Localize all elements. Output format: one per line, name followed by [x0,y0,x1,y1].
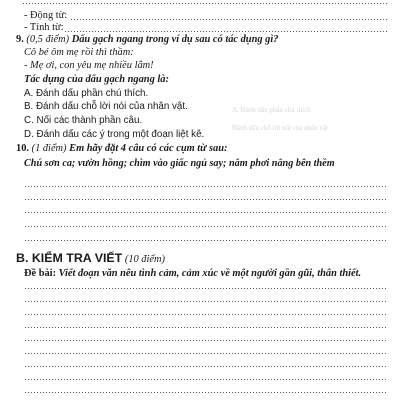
q9-sub-prompt: Tác dụng của dấu gạch ngang là: [24,74,169,85]
q10-points: (1 điểm) [31,143,67,154]
section-b-prompt-label: Đề bài: [24,268,57,279]
answer-line[interactable] [24,199,388,200]
answer-line[interactable] [24,327,388,328]
verb-answer-line[interactable] [70,19,388,20]
answer-line[interactable] [24,212,388,213]
answer-line[interactable] [24,226,388,227]
q9-option-a[interactable]: A. Đánh dấu phần chú thích. [24,88,149,99]
answer-line[interactable] [24,392,388,393]
q9-option-b[interactable]: B. Đánh dấu chỗ lời nói của nhân vật. [24,101,188,112]
answer-line[interactable] [22,3,388,4]
bleed-through-line-2: Đánh dấu chỗ lời nói của nhân vật [232,124,329,132]
q9-example-line-2: - Mẹ ơi, con yêu mẹ nhiều lắm! [24,60,154,71]
q9-option-c[interactable]: C. Nối các thành phần câu. [24,115,143,126]
q9-prompt: Dấu gạch ngang trong ví dụ sau có tác dụng gì? [71,34,279,45]
q10-heading [16,142,396,155]
adj-answer-line[interactable] [64,31,388,32]
q9-points: (0,5 điểm) [26,34,70,45]
section-b-heading [16,251,396,267]
answer-line[interactable] [24,353,388,354]
section-b-title: B. KIỂM TRA VIẾT [16,251,123,265]
answer-line[interactable] [24,186,388,187]
section-b-prompt [24,267,394,280]
adj-label: - Tính từ: [24,22,64,33]
answer-line[interactable] [24,301,388,302]
q9-example-line-1: Cô bé ôm mẹ rồi thì thầm: [24,47,134,58]
answer-line[interactable] [24,340,388,341]
answer-line[interactable] [24,379,388,380]
section-b-prompt-text: Viết đoạn văn nêu tình cảm, cảm xúc về một người gần gũi, thân thiết. [58,268,362,279]
q9-number: 9. [16,34,24,45]
answer-line[interactable] [24,240,388,241]
q10-prompt: Em hãy đặt 4 câu có các cụm từ sau: [69,143,228,154]
q9-option-d[interactable]: D. Đánh dấu các ý trong một đoạn liệt kê. [24,129,205,140]
q10-number: 10. [16,143,29,154]
bleed-through-line-1: A. Đánh dấu phần chú thích [232,106,311,114]
answer-line[interactable] [24,288,388,289]
q9-heading [16,33,396,46]
section-b-points: (10 điểm) [124,254,165,265]
answer-line[interactable] [24,366,388,367]
answer-line[interactable] [24,314,388,315]
verb-label: - Động từ: [24,10,68,21]
q10-phrases: Chú sơn ca; vườn hồng; chìm vào giấc ngủ say; nắm phơi nắng bên thềm [24,158,335,169]
